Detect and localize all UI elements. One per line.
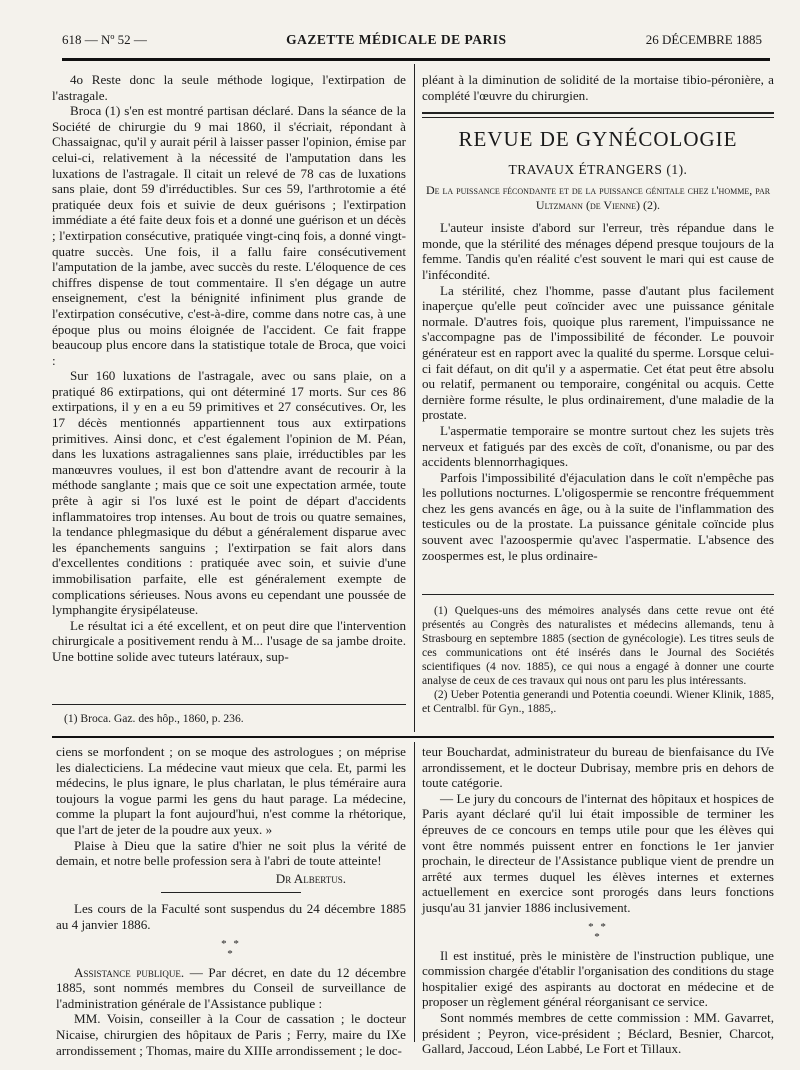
signature: Dr Albertus. — [275, 870, 346, 886]
paragraph: 4o Reste donc la seule méthode logique, l'extirpation de l'astragale. — [52, 72, 406, 103]
paragraph: Il est institué, près le ministère de l'instruction publique, une commission chargée d'établir l'organisation des conditions du stage hospitalier exigé des aspirants au doctorat en médecine et de proposer un règlement général réorganisant ce service. — [422, 947, 774, 1010]
column-divider-bottom — [414, 742, 415, 1042]
bottom-left-column — [56, 744, 406, 1058]
paragraph: Parfois l'impossibilité d'éjaculation dans le coït n'empêche pas les pollutions nocturnes. L'oligospermie se rencontre fréquemment chez les gens avancés en âge, ou à la suite de l'inflammation des testicules ou de la prostate. La puissance génitale coïncide plus souvent avec l'azoospermie qu'avec l'aspermatie. L'absence des zoospermes est, le plus ordinaire- — [422, 469, 774, 563]
issue-date: 26 DÉCEMBRE 1885 — [645, 32, 762, 47]
footnote-rule — [422, 594, 774, 595]
paragraph: La stérilité, chez l'homme, passe d'autant plus facilement inaperçue qu'elle peut coïncider avec une puissance génitale normale. D'autres fois, quoique plus rarement, l'impuissance ne s'accompagne pas de l'impossibilité de féconder. Le pouvoir générateur est en rapport avec la qualité du sperme. Lorsque celui-ci fait défaut, on dit qu'il y a aspermatie. Cet état peut être absolu ou relatif, permanent ou temporaire, congénital ou acquis. Cette dernière forme résulte, le plus ordinairement, d'une maladie de la prostate. — [422, 282, 774, 423]
paragraph: L'aspermatie temporaire se montre surtout chez les sujets très nerveux et fatigués par des excès de coït, d'onanisme, ou par des accidents blennorrhagiques. — [422, 422, 774, 470]
section-rule — [422, 112, 774, 114]
article-heading: De la puissance fécondante et de la puissance génitale chez l'homme, par Ultzmann (de Vienne) (2). — [425, 183, 771, 212]
section-subtitle: TRAVAUX ÉTRANGERS (1). — [508, 161, 688, 177]
right-footnotes — [422, 604, 774, 716]
footnote-rule — [52, 704, 406, 705]
paragraph — [56, 965, 406, 1012]
left-footnote — [52, 712, 406, 726]
feuilleton-rule — [52, 736, 774, 738]
asterism: * * * — [221, 937, 241, 960]
journal-title: GAZETTE MÉDICALE DE PARIS — [286, 32, 507, 47]
section-rule-2 — [422, 117, 774, 118]
paragraph: L'auteur insiste d'abord sur l'erreur, très répandue dans le monde, que la stérilité des ménages dépend presque toujours de la femme. Tandis qu'en réalité c'est souvent le mari qui est cause de l'infécondité. — [422, 220, 774, 282]
paragraph: ciens se morfondent ; on se moque des astrologues ; on méprise les dialecticiens. La médecine vaut mieux que cela. Et, parmi les médecins, le plus ignare, le plus charlatan, le plus téméraire aura toujours la vogue parmi les gens du haut parage. La médecine, comme la plupart la font aujourd'hui, n'est comme la rhétorique, que l'art de jeter de la poudre aux yeux. » — [56, 744, 406, 837]
footnote: (2) Ueber Potentia generandi und Potentia coeundi. Wiener Klinik, 1885, et Centralbl. für Gyn., 1885,. — [422, 688, 774, 715]
divider — [161, 892, 301, 893]
page-number-group — [62, 32, 147, 48]
footnote: (1) Quelques-uns des mémoires analysés dans cette revue ont été présentés au Congrès des naturalistes et médecins allemands, tenu à Strasbourg en septembre 1885 (section de gynécologie). Les titres seuls de ces communications ont été insérés dans le Journal des Sociétés scientifiques (4 nov. 1885), ce qui nous a engagé à donner une courte analyse de ceux de ces travaux qui nous ont paru les plus intéressants. — [422, 604, 774, 687]
asterism: * * * — [588, 920, 608, 943]
header-rule — [62, 58, 770, 61]
paragraph: teur Bouchardat, administrateur du bureau de bienfaisance du IVe arrondissement, et le docteur Dubrisay, membre pris en dehors de toute catégorie. — [422, 744, 774, 791]
news-label: Assistance publique. — [74, 964, 185, 980]
paragraph: Broca (1) s'en est montré partisan déclaré. Dans la séance de la Société de chirurgie du 9 mai 1860, il s'écriait, répondant à Chassaignac, qu'il y aurait péril à laisser passer l'opinion, émise par celui-ci, relativement à la nécessité de l'amputation dans les luxations de l'astragale. Il citait un relevé de 78 cas de luxations sans plaie, dont 59 d'irréductibles. Sur ces 59, l'arthrotomie a été pratiquée deux fois et suivie de deux guérisons ; l'extirpation immédiate a été faite deux fois et a donné une guérison et un décès ; l'extirpation consécutive, pratiquée vingt-cinq fois, a donné vingt-quatre succès. Une fois, il a fallu faire consécutivement l'amputation de la jambe, avec succès du reste. L'éloquence de ces chiffres dispense de tout commentaire. Il s'en dégage un autre enseignement, c'est la bénignité infiniment plus grande de l'extirpation consécutive, c'est-à-dire, comme dans notre cas, à une époque plus ou moins éloignée de l'accident. Ce fait frappe beaucoup plus encore dans la statistique totale de Broca, que voici : — [52, 103, 406, 368]
news-text: — Par décret, en date du 12 décembre 1885, sont nommés membres du Conseil de surveillance de l'administration générale de l'Assistance publique : — [56, 964, 406, 1011]
page-header — [62, 32, 762, 54]
paragraph: Plaise à Dieu que la satire d'hier ne soit plus la vérité de demain, et notre belle profession sera à l'abri de toute atteinte! — [56, 837, 406, 869]
page-number: 618 — [62, 32, 82, 47]
issue-number: — Nº 52 — — [84, 32, 147, 47]
paragraph: Le résultat ici a été excellent, et on peut dire que l'intervention chirurgicale a positivement rendu à M... l'usage de sa jambe droite. Une bottine solide avec tuteurs latéraux, sup- — [52, 617, 406, 664]
column-divider-top — [414, 64, 415, 732]
bottom-right-column — [422, 744, 774, 1057]
paragraph: — Le jury du concours de l'internat des hôpitaux et hospices de Paris ayant déclaré qu'il lui était impossible de terminer les épreuves de ce concours en temps utile pour que les élèves qui vont être nommés puissent entrer en fonctions le 1er janvier prochain, le directeur de l'Assistance publique vient de prendre un arrêté aux termes duquel les élèves internes et externes actuellement en exercice sont prorogés dans leurs fonctions jusqu'au 31 janvier 1886 inclusivement. — [422, 790, 774, 915]
right-column — [422, 72, 774, 103]
paragraph: Sont nommés membres de cette commission : MM. Gavarret, président ; Peyron, vice-président ; Béclard, Besnier, Charcot, Gallard, Jaccoud, Léon Labbé, Le Fort et Tillaux. — [422, 1009, 774, 1057]
paragraph: pléant à la diminution de solidité de la mortaise tibio-péronière, a complété l'œuvre du chirurgien. — [422, 72, 774, 103]
paragraph: MM. Voisin, conseiller à la Cour de cassation ; le docteur Nicaise, chirurgien des hôpitaux de Paris ; Ferry, maire du IXe arrondissement ; Thomas, maire du XIIIe arrondissement ; le doc- — [56, 1011, 406, 1058]
left-column — [52, 72, 406, 665]
paragraph: Sur 160 luxations de l'astragale, avec ou sans plaie, on a pratiqué 86 extirpations, qui ont déterminé 17 morts. Sur ces 86 extirpations, il y en a eu 59 primitives et 27 consécutives. Or, les 17 décès mentionnés appartiennent tous aux extirpations primitives. Ainsi donc, et c'est également l'opinion de M. Péan, dans les luxations astragaliennes sans plaie, irréductibles par les manœuvres voulues, il est bon d'attendre avant de recourir à la méthode sanglante ; mais que ce soit une expectation armée, toute prête à agir si l'os luxé est le point de départ d'accidents inflammatoires trop intenses. Au bout de trois ou quatre semaines, la tendance phlegmasique du début a généralement disparue avec les épanchements sanguins ; l'extirpation se fait alors dans d'excellentes conditions : pratiquée avec soin, et suivie d'une immobilisation parfaite, elle est généralement exempte de complications sérieuses. Nous avons eu cependant une poussée de lymphangite érysipélateuse. — [52, 368, 406, 618]
gynecology-review — [422, 124, 774, 563]
paragraph: Les cours de la Faculté sont suspendus du 24 décembre 1885 au 4 janvier 1886. — [56, 901, 406, 932]
section-title: REVUE DE GYNÉCOLOGIE — [458, 127, 738, 151]
footnote: (1) Broca. Gaz. des hôp., 1860, p. 236. — [64, 712, 244, 725]
